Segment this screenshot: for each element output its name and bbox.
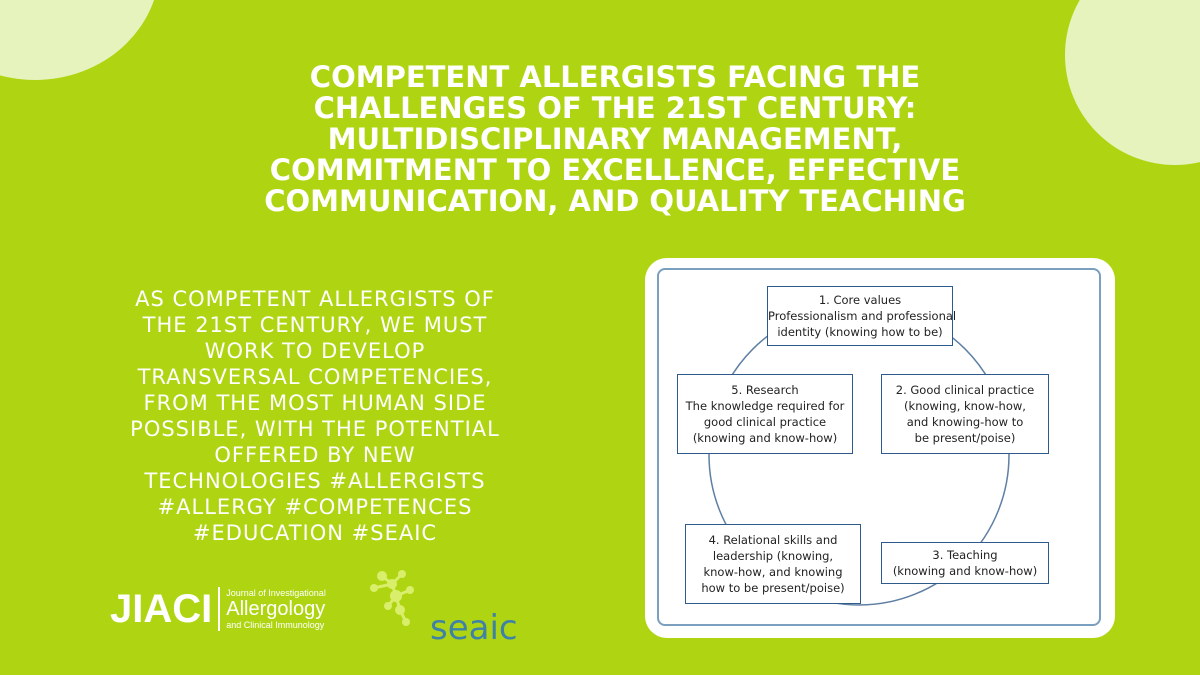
title-line: COMMITMENT TO EXCELLENCE, EFFECTIVE [269, 153, 961, 187]
node-line: 2. Good clinical practice [895, 383, 1035, 397]
node-line: 3. Teaching [932, 548, 998, 562]
node-line: leadership (knowing, [712, 549, 834, 563]
node-line: The knowledge required for [685, 399, 845, 413]
jiaci-line-1: Journal of Investigational [226, 588, 326, 598]
summary-line: OFFERED BY NEW [214, 443, 416, 467]
node-teaching [881, 542, 1049, 584]
node-research [677, 374, 853, 454]
decorative-dot [100, 18, 124, 42]
summary-line: WORK TO DEVELOP [204, 339, 426, 363]
node-line: 5. Research [731, 383, 799, 397]
node-line: (knowing, know-how, [904, 399, 1026, 413]
decorative-circle-top-left [0, 0, 160, 80]
node-line: Professionalism and professional [768, 309, 957, 323]
jiaci-line-2: Allergology [226, 598, 326, 620]
node-line: and knowing-how to [906, 415, 1024, 429]
title-line: CHALLENGES OF THE 21ST CENTURY: [313, 91, 917, 125]
jiaci-wordmark: JIACI [110, 587, 213, 631]
summary-text [60, 286, 570, 546]
summary-line: TRANSVERSAL COMPETENCIES, [137, 365, 493, 389]
jiaci-logo [110, 585, 326, 633]
node-line: good clinical practice [703, 415, 827, 429]
summary-line: TECHNOLOGIES #ALLERGISTS [144, 469, 486, 493]
summary-line: #ALLERGY #COMPETENCES [157, 495, 473, 519]
node-core-values [767, 286, 957, 346]
decorative-circle-top-right [1065, 0, 1200, 165]
node-line: 4. Relational skills and [708, 533, 838, 547]
summary-line: AS COMPETENT ALLERGISTS OF [135, 287, 495, 311]
jiaci-journal-name [226, 588, 326, 630]
competencies-diagram [645, 258, 1115, 638]
summary-line: POSSIBLE, WITH THE POTENTIAL [130, 417, 500, 441]
seaic-logo [362, 562, 542, 652]
node-relational-skills [685, 524, 861, 604]
node-line: (knowing and know-how) [692, 431, 838, 445]
diagram-frame [657, 268, 1101, 626]
node-line: (knowing and know-how) [892, 564, 1038, 578]
summary-line: #EDUCATION #SEAIC [192, 521, 438, 545]
node-line: 1. Core values [818, 293, 902, 307]
node-good-clinical-practice [881, 374, 1049, 454]
node-line: how to be present/poise) [701, 581, 845, 595]
title-line: COMPETENT ALLERGISTS FACING THE [309, 60, 921, 94]
node-line: know-how, and knowing [703, 565, 843, 579]
title-line: COMMUNICATION, AND QUALITY TEACHING [264, 184, 966, 218]
node-line: identity (knowing how to be) [777, 325, 943, 339]
jiaci-line-3: and Clinical Immunology [226, 620, 325, 630]
summary-line: FROM THE MOST HUMAN SIDE [143, 391, 487, 415]
page-title [250, 62, 980, 217]
summary-line: THE 21ST CENTURY, WE MUST [142, 313, 488, 337]
seaic-wordmark: seaic [430, 608, 518, 648]
jiaci-divider [218, 587, 220, 631]
title-line: MULTIDISCIPLINARY MANAGEMENT, [327, 122, 903, 156]
node-line: be present/poise) [914, 431, 1016, 445]
